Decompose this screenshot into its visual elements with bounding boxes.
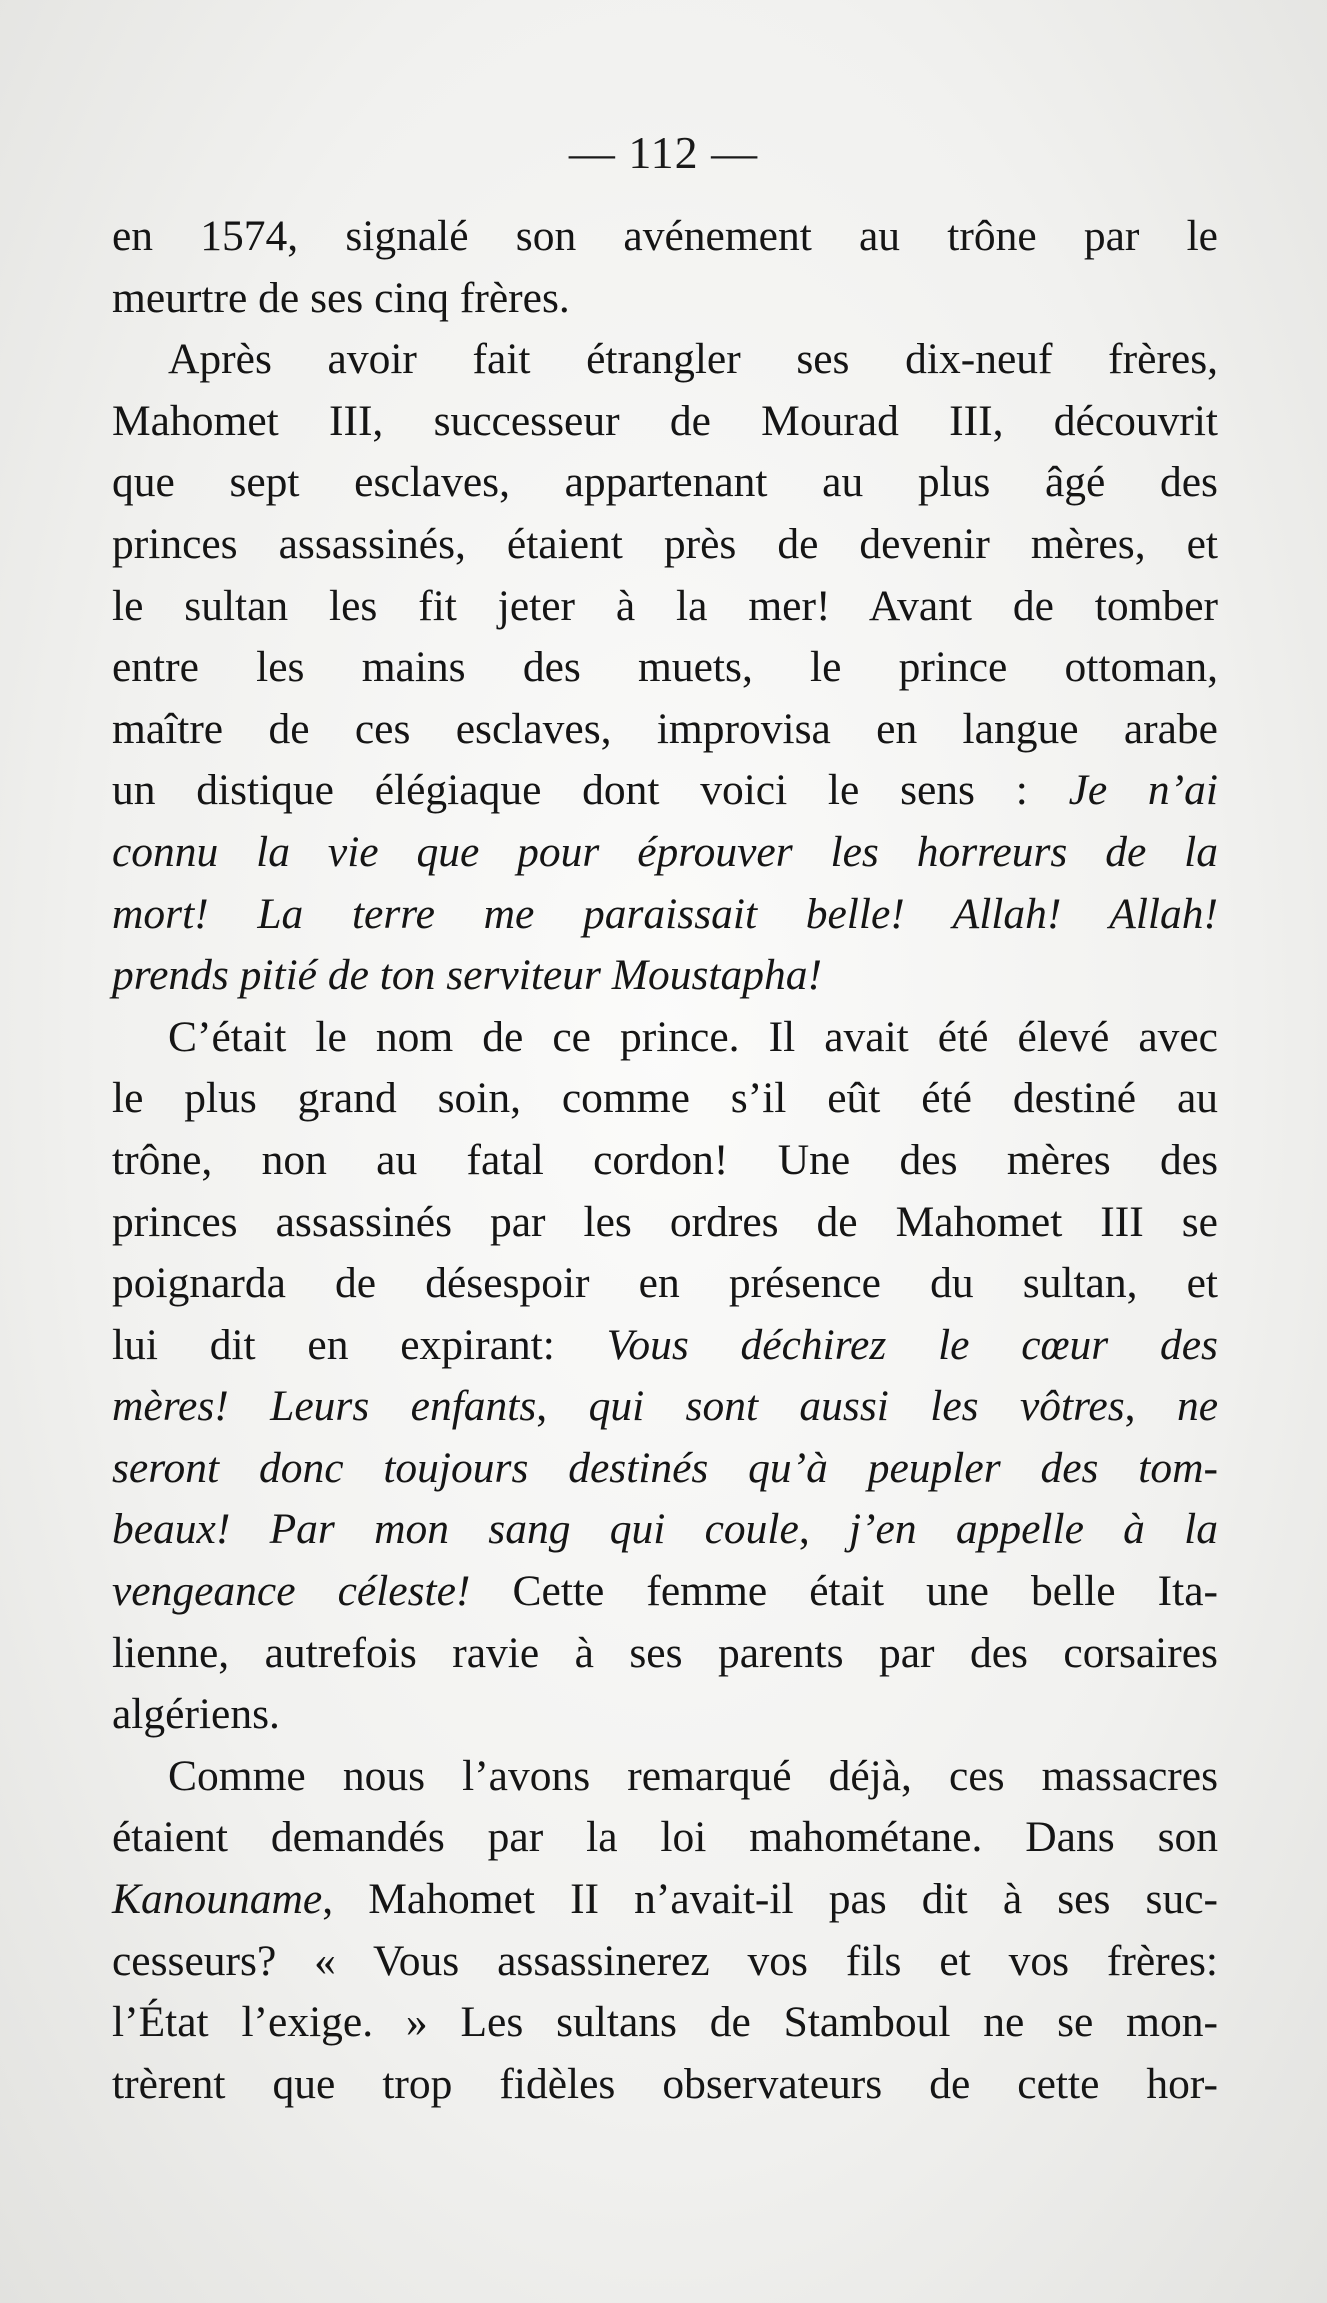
text-segment: poignarda de désespoir en présence du sultan, et bbox=[112, 1259, 1218, 1308]
text-line bbox=[112, 1192, 1218, 1254]
text-segment: maître de ces esclaves, improvisa en langue arabe bbox=[112, 704, 1218, 753]
text-segment: entre les mains des muets, le prince ottoman, bbox=[112, 643, 1218, 692]
italic-text: seront donc toujours destinés qu’à peupler des tom- bbox=[112, 1443, 1218, 1492]
text-segment: trèrent que trop fidèles observateurs de cette hor- bbox=[112, 2059, 1218, 2108]
italic-text: prends pitié de ton serviteur Moustapha! bbox=[112, 951, 822, 1000]
text-segment: en 1574, signalé son avénement au trône par le bbox=[112, 212, 1218, 260]
text-line bbox=[112, 268, 1218, 330]
text-line bbox=[112, 1684, 1218, 1746]
italic-text: beaux! Par mon sang qui coule bbox=[112, 1505, 799, 1554]
text-line bbox=[112, 2054, 1218, 2116]
text-segment: , bbox=[536, 1382, 589, 1431]
text-line bbox=[112, 576, 1218, 638]
text-line bbox=[112, 945, 1218, 1007]
text-line bbox=[112, 1007, 1218, 1069]
text-line bbox=[112, 637, 1218, 699]
text-line bbox=[112, 1561, 1218, 1623]
text-line bbox=[112, 1253, 1218, 1315]
text-line bbox=[112, 1315, 1218, 1377]
text-segment: algériens. bbox=[112, 1690, 280, 1739]
italic-text: Kanouname bbox=[112, 1875, 323, 1924]
italic-text: qui sont aussi les vôtres bbox=[588, 1382, 1125, 1431]
text-line bbox=[112, 1130, 1218, 1192]
text-segment: , bbox=[1124, 1382, 1177, 1431]
text-line bbox=[112, 1931, 1218, 1993]
italic-text: ne bbox=[1176, 1382, 1218, 1431]
text-line bbox=[112, 1623, 1218, 1685]
italic-text: j’en appelle à la bbox=[848, 1505, 1218, 1554]
italic-text: Vous déchirez le cœur des bbox=[606, 1320, 1218, 1369]
text-line bbox=[112, 822, 1218, 884]
page-number: — 112 — bbox=[568, 127, 759, 178]
text-segment: que sept esclaves, appartenant au plus âgé des bbox=[112, 458, 1218, 507]
text-segment: , bbox=[798, 1505, 849, 1554]
text-line bbox=[112, 1376, 1218, 1438]
text-segment: Après avoir fait étrangler ses dix-neuf frères, bbox=[168, 335, 1218, 384]
text-segment: le plus grand soin, comme s’il eût été destiné au bbox=[112, 1074, 1218, 1123]
text-line bbox=[112, 1068, 1218, 1130]
text-line bbox=[112, 1438, 1218, 1500]
text-line bbox=[112, 329, 1218, 391]
italic-text: mères! Leurs enfants bbox=[112, 1382, 537, 1431]
text-line bbox=[112, 1807, 1218, 1869]
text-line bbox=[112, 206, 1218, 268]
text-segment: meurtre de ses cinq frères. bbox=[112, 273, 570, 322]
text-line bbox=[112, 514, 1218, 576]
text-segment: un distique élégiaque dont voici le sens : bbox=[112, 766, 1069, 815]
text-segment: lienne, autrefois ravie à ses parents par des corsaires bbox=[112, 1628, 1218, 1677]
text-segment: cesseurs? « Vous assassinerez vos fils et vos frères: bbox=[112, 1936, 1218, 1985]
text-segment: Cette femme était une belle Ita- bbox=[470, 1567, 1218, 1616]
text-segment: Comme nous l’avons remarqué déjà, ces massacres bbox=[168, 1751, 1218, 1800]
text-line bbox=[112, 1746, 1218, 1808]
text-segment: C’était le nom de ce prince. Il avait été élevé avec bbox=[168, 1012, 1218, 1061]
italic-text: Je n’ai bbox=[1068, 766, 1218, 815]
text-segment: lui dit en expirant: bbox=[112, 1320, 607, 1369]
text-segment: le sultan les fit jeter à la mer! Avant de tomber bbox=[112, 581, 1218, 630]
text-segment: étaient demandés par la loi mahométane. Dans son bbox=[112, 1813, 1218, 1862]
text-line bbox=[112, 1869, 1218, 1931]
text-segment: l’État l’exige. » Les sultans de Stamboul ne se mon- bbox=[112, 1998, 1218, 2047]
text-line bbox=[112, 391, 1218, 453]
text-line bbox=[112, 884, 1218, 946]
text-line bbox=[112, 1499, 1218, 1561]
text-line bbox=[112, 1992, 1218, 2054]
text-line bbox=[112, 760, 1218, 822]
text-segment: princes assassinés par les ordres de Mahomet III se bbox=[112, 1197, 1218, 1246]
italic-text: vengeance céleste! bbox=[112, 1567, 471, 1616]
text-segment: , Mahomet II n’avait-il pas dit à ses suc- bbox=[322, 1875, 1218, 1924]
text-segment: Mahomet III, successeur de Mourad III, découvrit bbox=[112, 396, 1218, 445]
italic-text: connu la vie que pour éprouver les horreurs de la bbox=[112, 827, 1218, 876]
text-segment: trône, non au fatal cordon! Une des mères des bbox=[112, 1135, 1218, 1184]
text-line bbox=[112, 699, 1218, 761]
italic-text: mort! La terre me paraissait belle! Allah! Allah! bbox=[112, 889, 1218, 938]
body-text bbox=[112, 206, 1218, 2115]
text-segment: princes assassinés, étaient près de devenir mères, et bbox=[112, 519, 1218, 568]
text-line bbox=[112, 452, 1218, 514]
